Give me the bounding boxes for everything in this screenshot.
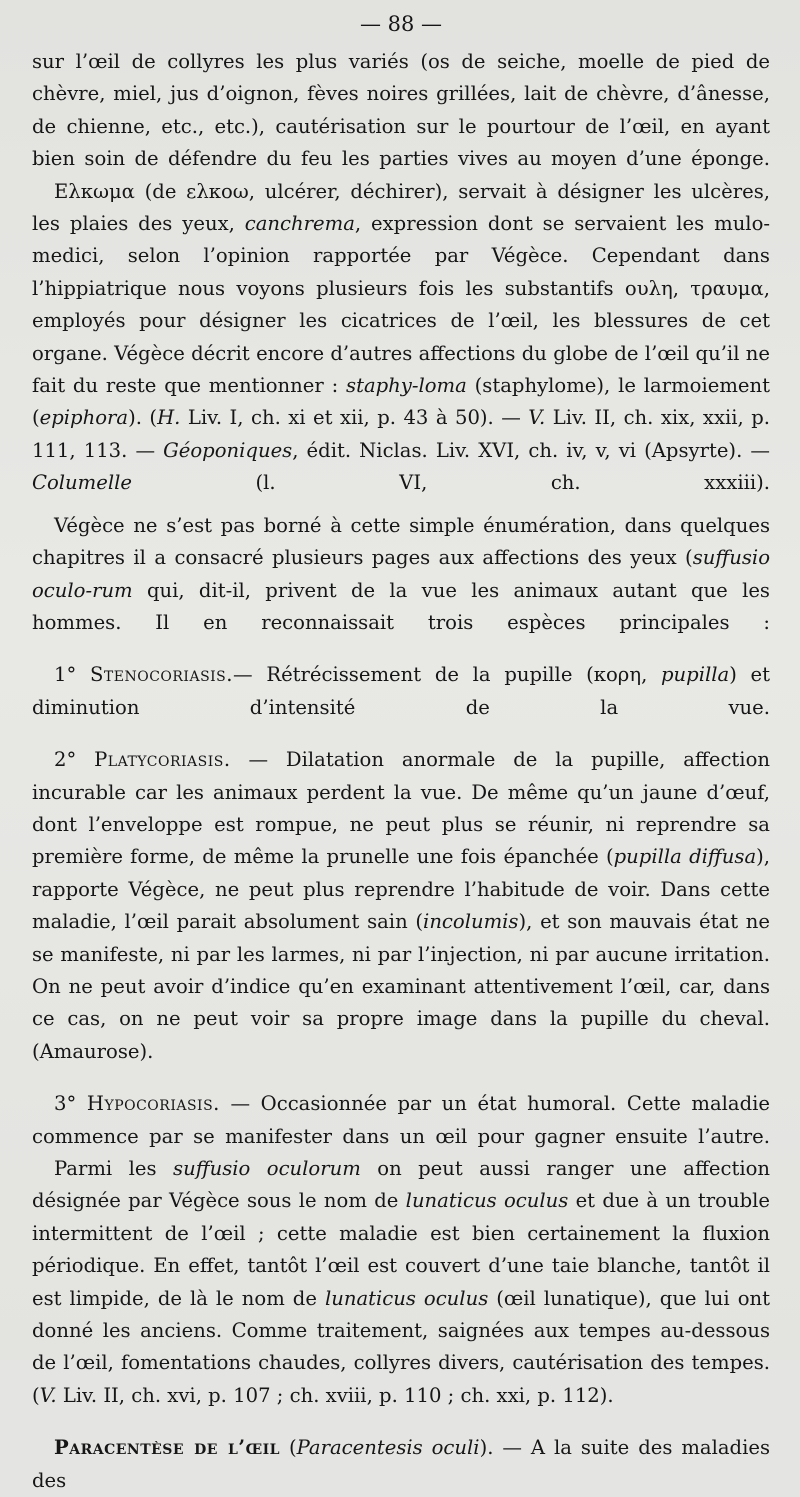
term-incolumis: incolumis — [423, 910, 519, 934]
text-run: (l. VI, ch. xxxiii). — [131, 471, 770, 495]
text-run: (staphylome), le larmoiement ( — [32, 374, 770, 430]
term-suffusio-oculorum: suffusio oculorum — [173, 1157, 361, 1180]
text-run: ), et son mauvais état ne se manifeste, ni par les larmes, ni par l’injection, ni par aucune irritation. On ne peut avoir d’indice qu’en examinant attentivement l’œil, car, dans ce cas, on ne peut voir sa propre image dans la pupille du cheval. (Amaurose). — [32, 910, 770, 1063]
text-run: ), rapporte Végèce, ne peut plus reprendre l’habitude de voir. Dans cette maladie, l’œil parait absolument sain ( — [32, 845, 770, 934]
term-canchrema: canchrema — [244, 212, 355, 236]
ref-columelle: Columelle — [32, 471, 132, 495]
ref-geoponiques: Géoponiques — [163, 438, 293, 462]
item-number: 2° — [54, 748, 77, 772]
text-run: ). ( — [128, 406, 158, 430]
text-run: ( — [280, 1436, 297, 1460]
text-run: — Rétrécissement de la pupille (κορη, — [233, 663, 661, 687]
text-run: , expression dont se servaient les mulo-medici, selon l’opinion rapportée par Végèce. Cependant dans l’hippiatrique nous voyons plusieurs fois les substantifs ουλη, τραυμα, employés pour désigner les cicatrices de l’œil, les blessures de cet organe. Végèce décrit encore d’autres affections du globe de l’œil qu’il ne fait du reste que mentionner : — [32, 212, 770, 398]
ref-v: V. — [39, 1383, 57, 1407]
ref-v: V. — [528, 406, 546, 430]
text-run: (œil lunatique), que lui ont donné les anciens. Comme traitement, saignées aux tempes au-dessous de l’œil, fomentations chaudes, collyres divers, cautérisation des tempes. ( — [32, 1286, 770, 1407]
text-run: Végèce ne s’est pas borné à cette simple énumération, dans quelques chapitres il a consacré plusieurs pages aux affections des yeux ( — [32, 513, 770, 570]
page-number: — 88 — — [359, 12, 443, 36]
ref-h: H. — [157, 406, 181, 430]
item-number: 3° — [54, 1092, 77, 1116]
paragraph-platycoriasis — [32, 744, 770, 1068]
term-lunaticus-oculus: lunaticus oculus — [324, 1286, 489, 1310]
text-run: ). — A la suite des maladies des — [32, 1436, 771, 1492]
text-run: — Occasionnée par un état humoral. Cette maladie commence par se manifester dans un œil pour gagner ensuite l’autre. — [32, 1092, 770, 1148]
text-run: ) et diminution d’intensité de la vue. — [32, 663, 771, 719]
item-number: 1° — [54, 663, 77, 687]
text-run: Parmi les — [54, 1157, 174, 1180]
term-paracentesis-oculi: Paracentesis oculi — [296, 1436, 480, 1460]
text-run: on peut aussi ranger une affection désignée par Végèce sous le nom de — [32, 1157, 771, 1213]
term-suffusio: suffusio oculo-rum — [32, 546, 770, 602]
term-hypocoriasis: Hypocoriasis. — [86, 1092, 220, 1116]
term-platycoriasis: Platycoriasis. — [94, 748, 231, 772]
text-run: Liv. II, ch. xix, xxii, p. 111, 113. — — [32, 406, 770, 462]
text-run: Liv. I, ch. xi et xii, p. 43 à 50). — — [180, 406, 529, 430]
text-run: Ελκωμα (de ελκοω, ulcérer, déchirer), servait à désigner les ulcères, les plaies des yeux, — [32, 179, 770, 236]
heading-paracentese: Paracentèse de l’œil — [54, 1436, 281, 1460]
text-run: Liv. II, ch. xvi, p. 107 ; ch. xviii, p. 110 ; ch. xxi, p. 112). — [56, 1383, 614, 1407]
paragraph-vegece — [32, 510, 770, 640]
paragraph-hypocoriasis — [32, 1088, 770, 1153]
term-pupilla: pupilla — [661, 663, 730, 687]
paragraph-collyres: sur l’œil de collyres les plus variés (os de seiche, moelle de pied de chèvre, miel, jus d’oignon, fèves noires grillées, lait de chèvre, d’ânesse, de chienne, etc., etc.), cautérisation sur le pourtour de l’œil, en ayant bien soin de défendre du feu les parties vives au moyen d’une éponge. — [32, 50, 770, 171]
paragraph-paracentese — [32, 1432, 770, 1497]
text-run: et due à un trouble intermittent de l’œil ; cette maladie est bien certainement la fluxion périodique. En effet, tantôt l’œil est couvert d’une taie blanche, tantôt il est limpide, de là le nom de — [32, 1189, 770, 1310]
paragraph-lunaticus — [32, 1153, 770, 1412]
text-run: — Dilatation anormale de la pupille, affection incurable car les animaux perdent la vue. De même qu’un jaune d’œuf, dont l’enveloppe est rompue, ne peut plus se réunir, ni reprendre sa première forme, de même la prunelle une fois épanchée ( — [32, 748, 770, 869]
term-pupilla-diffusa: pupilla diffusa — [613, 845, 757, 869]
term-stenocoriasis: Stenocoriasis. — [89, 663, 234, 687]
paragraph-elkoma — [32, 176, 770, 500]
term-epiphora: epiphora — [39, 406, 129, 430]
text-run: , édit. Niclas. Liv. XVI, ch. iv, v, vi (Apsyrte). — — [292, 438, 770, 462]
paragraph-stenocoriasis — [32, 659, 770, 724]
term-staphyloma: staphy-loma — [346, 374, 467, 398]
term-lunaticus-oculus: lunaticus oculus — [405, 1189, 569, 1213]
text-run: qui, dit-il, privent de la vue les animaux autant que les hommes. Il en reconnaissait trois espèces principales : — [32, 578, 770, 634]
